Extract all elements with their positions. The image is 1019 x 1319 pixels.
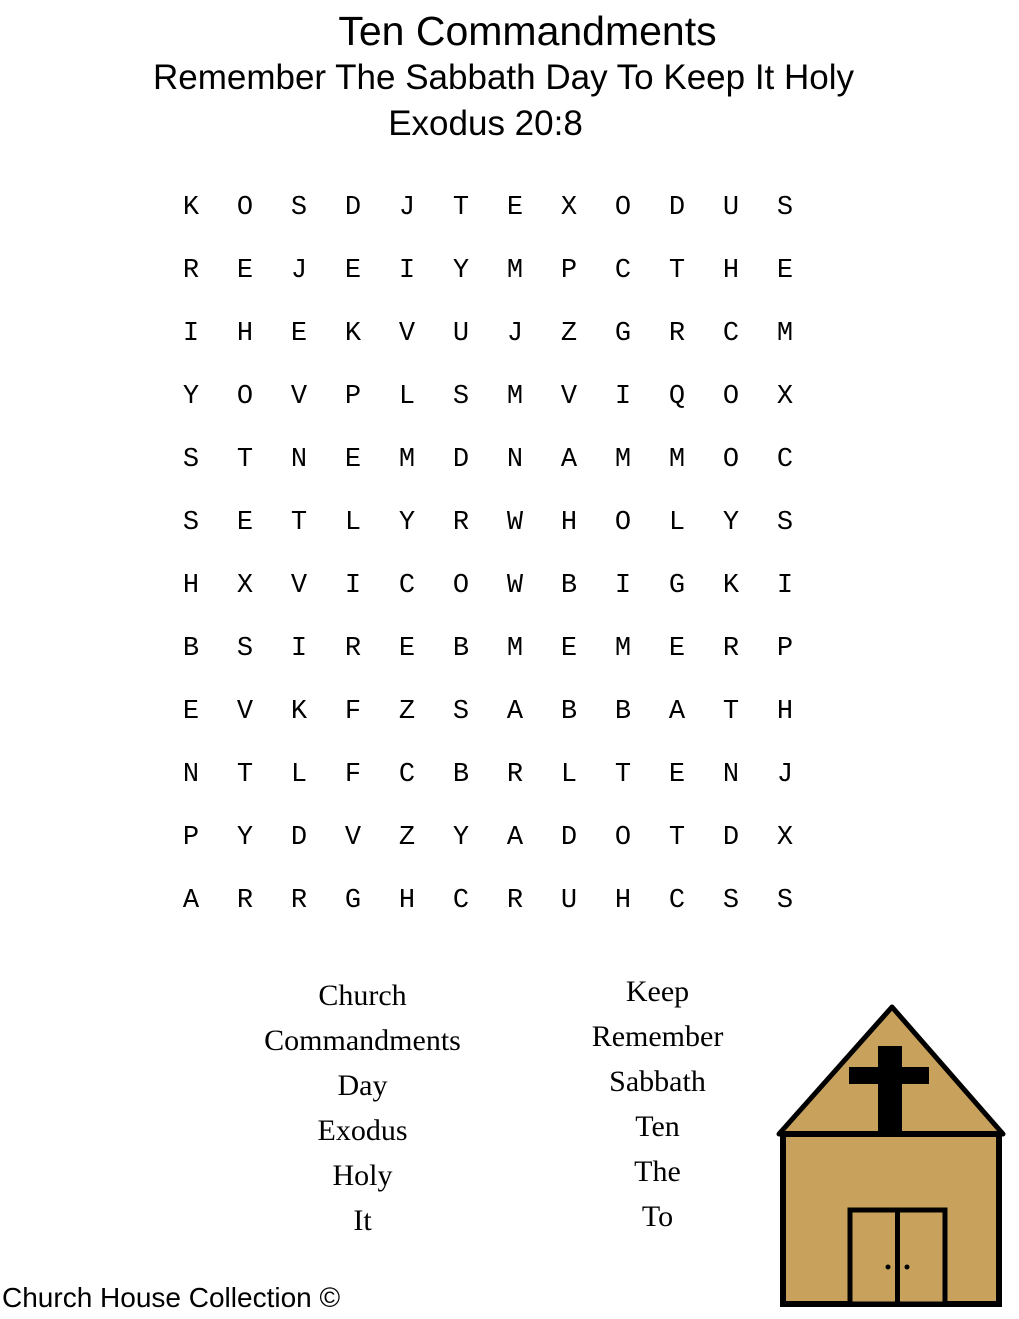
grid-letter: V [344, 823, 362, 853]
grid-letter: G [614, 319, 632, 349]
grid-letter: M [614, 634, 632, 664]
grid-letter: S [182, 508, 200, 538]
grid-letter: V [236, 697, 254, 727]
grid-letter: R [722, 634, 740, 664]
grid-letter: R [506, 760, 524, 790]
grid-letter: T [722, 697, 740, 727]
word-list-item: Keep [625, 975, 690, 1008]
grid-letter: B [452, 634, 470, 664]
grid-row [164, 566, 812, 629]
grid-letter: U [560, 886, 578, 916]
grid-letter: M [506, 634, 524, 664]
grid-letter: X [236, 571, 254, 601]
grid-letter: H [182, 571, 200, 601]
grid-letter: J [398, 193, 416, 223]
grid-letter: Y [452, 823, 470, 853]
grid-letter: A [668, 697, 686, 727]
grid-letter: H [398, 886, 416, 916]
grid-letter: F [344, 760, 362, 790]
grid-letter: R [506, 886, 524, 916]
grid-row [164, 440, 812, 503]
grid-letter: K [722, 571, 740, 601]
grid-letter: U [452, 319, 470, 349]
grid-letter: T [668, 823, 686, 853]
grid-letter: I [398, 256, 416, 286]
grid-letter: N [182, 760, 200, 790]
grid-letter: S [452, 382, 470, 412]
grid-letter: W [506, 571, 524, 601]
grid-letter: R [452, 508, 470, 538]
grid-letter: L [560, 760, 578, 790]
word-list-item: The [634, 1155, 681, 1188]
grid-letter: P [560, 256, 578, 286]
grid-letter: J [506, 319, 524, 349]
grid-letter: B [560, 571, 578, 601]
grid-letter: P [182, 823, 200, 853]
grid-row [164, 755, 812, 818]
grid-letter: L [398, 382, 416, 412]
grid-letter: D [344, 193, 362, 223]
grid-letter: Y [182, 382, 200, 412]
grid-letter: V [290, 571, 308, 601]
scripture-reference: Exodus 20:8 [388, 104, 583, 143]
word-list-item: Church [318, 979, 407, 1012]
grid-row [164, 818, 812, 881]
word-list-item: Exodus [317, 1114, 408, 1147]
grid-letter: V [290, 382, 308, 412]
copyright-credit: Church House Collection © [2, 1282, 341, 1313]
grid-letter: P [344, 382, 362, 412]
grid-letter: J [776, 760, 794, 790]
word-list-item: Holy [332, 1159, 393, 1192]
word-list-item: Day [337, 1069, 388, 1102]
grid-letter: O [614, 193, 632, 223]
grid-letter: O [614, 508, 632, 538]
grid-letter: M [776, 319, 794, 349]
grid-letter: N [506, 445, 524, 475]
grid-row [164, 692, 812, 755]
grid-letter: I [344, 571, 362, 601]
grid-letter: S [722, 886, 740, 916]
grid-letter: P [776, 634, 794, 664]
grid-letter: O [236, 382, 254, 412]
grid-letter: C [722, 319, 740, 349]
grid-letter: M [506, 256, 524, 286]
grid-letter: E [776, 256, 794, 286]
grid-letter: S [776, 193, 794, 223]
word-list-item: To [641, 1200, 674, 1233]
word-list-item: It [353, 1204, 372, 1237]
grid-letter: E [668, 760, 686, 790]
grid-letter: M [398, 445, 416, 475]
grid-letter: G [344, 886, 362, 916]
grid-letter: Z [398, 697, 416, 727]
grid-letter: V [398, 319, 416, 349]
grid-letter: C [452, 886, 470, 916]
grid-letter: R [182, 256, 200, 286]
grid-letter: R [290, 886, 308, 916]
grid-letter: T [452, 193, 470, 223]
grid-letter: S [776, 508, 794, 538]
grid-letter: G [668, 571, 686, 601]
grid-letter: J [290, 256, 308, 286]
grid-letter: O [614, 823, 632, 853]
grid-letter: S [452, 697, 470, 727]
grid-letter: R [236, 886, 254, 916]
grid-row [164, 881, 812, 944]
grid-letter: O [722, 445, 740, 475]
grid-letter: M [506, 382, 524, 412]
grid-letter: Z [398, 823, 416, 853]
grid-letter: E [560, 634, 578, 664]
grid-row [164, 377, 812, 440]
grid-letter: T [668, 256, 686, 286]
grid-letter: B [182, 634, 200, 664]
grid-letter: O [236, 193, 254, 223]
grid-letter: D [560, 823, 578, 853]
word-list-left [240, 973, 485, 1243]
grid-letter: I [290, 634, 308, 664]
page-title: Ten Commandments [338, 8, 717, 54]
grid-letter: H [614, 886, 632, 916]
page-subtitle: Remember The Sabbath Day To Keep It Holy [152, 58, 855, 97]
grid-letter: E [344, 445, 362, 475]
grid-letter: S [290, 193, 308, 223]
word-list-item: Ten [635, 1110, 680, 1143]
grid-letter: I [614, 382, 632, 412]
grid-letter: C [776, 445, 794, 475]
grid-letter: O [452, 571, 470, 601]
grid-letter: H [236, 319, 254, 349]
grid-letter: L [668, 508, 686, 538]
grid-letter: Y [722, 508, 740, 538]
grid-letter: R [344, 634, 362, 664]
grid-letter: E [182, 697, 200, 727]
word-list-item: Remember [591, 1020, 724, 1053]
grid-letter: K [182, 193, 200, 223]
grid-letter: L [344, 508, 362, 538]
grid-letter: D [722, 823, 740, 853]
grid-letter: X [560, 193, 578, 223]
grid-letter: E [236, 256, 254, 286]
grid-row [164, 251, 812, 314]
church-icon [775, 1003, 1007, 1311]
grid-letter: D [452, 445, 470, 475]
grid-letter: E [506, 193, 524, 223]
grid-letter: C [398, 760, 416, 790]
grid-letter: W [506, 508, 524, 538]
grid-letter: A [506, 697, 524, 727]
word-list-right [535, 969, 780, 1239]
grid-letter: E [236, 508, 254, 538]
grid-letter: V [560, 382, 578, 412]
grid-letter: Z [560, 319, 578, 349]
grid-letter: I [182, 319, 200, 349]
grid-letter: E [290, 319, 308, 349]
grid-letter: C [614, 256, 632, 286]
grid-letter: K [290, 697, 308, 727]
grid-letter: L [290, 760, 308, 790]
grid-letter: R [668, 319, 686, 349]
word-search-grid [164, 188, 812, 944]
grid-letter: Q [668, 382, 686, 412]
grid-letter: A [560, 445, 578, 475]
grid-letter: E [344, 256, 362, 286]
grid-letter: X [776, 382, 794, 412]
grid-letter: E [398, 634, 416, 664]
grid-letter: H [776, 697, 794, 727]
grid-letter: H [722, 256, 740, 286]
grid-letter: D [668, 193, 686, 223]
grid-letter: T [614, 760, 632, 790]
grid-letter: I [614, 571, 632, 601]
grid-letter: E [668, 634, 686, 664]
grid-letter: A [506, 823, 524, 853]
grid-letter: T [290, 508, 308, 538]
grid-letter: S [776, 886, 794, 916]
grid-letter: X [776, 823, 794, 853]
grid-letter: Y [236, 823, 254, 853]
grid-letter: M [614, 445, 632, 475]
grid-letter: F [344, 697, 362, 727]
grid-row [164, 503, 812, 566]
grid-row [164, 188, 812, 251]
grid-letter: A [182, 886, 200, 916]
word-list-item: Commandments [264, 1024, 461, 1057]
grid-letter: H [560, 508, 578, 538]
grid-letter: C [668, 886, 686, 916]
grid-letter: D [290, 823, 308, 853]
word-list-item: Sabbath [609, 1065, 706, 1098]
grid-letter: O [722, 382, 740, 412]
grid-letter: Y [452, 256, 470, 286]
grid-letter: Y [398, 508, 416, 538]
grid-letter: S [182, 445, 200, 475]
grid-letter: K [344, 319, 362, 349]
grid-letter: C [398, 571, 416, 601]
grid-row [164, 314, 812, 377]
grid-letter: M [668, 445, 686, 475]
grid-letter: U [722, 193, 740, 223]
grid-letter: I [776, 571, 794, 601]
grid-letter: T [236, 760, 254, 790]
grid-letter: S [236, 634, 254, 664]
grid-letter: B [614, 697, 632, 727]
grid-letter: T [236, 445, 254, 475]
grid-letter: B [560, 697, 578, 727]
grid-row [164, 629, 812, 692]
grid-letter: N [722, 760, 740, 790]
grid-letter: N [290, 445, 308, 475]
grid-letter: B [452, 760, 470, 790]
